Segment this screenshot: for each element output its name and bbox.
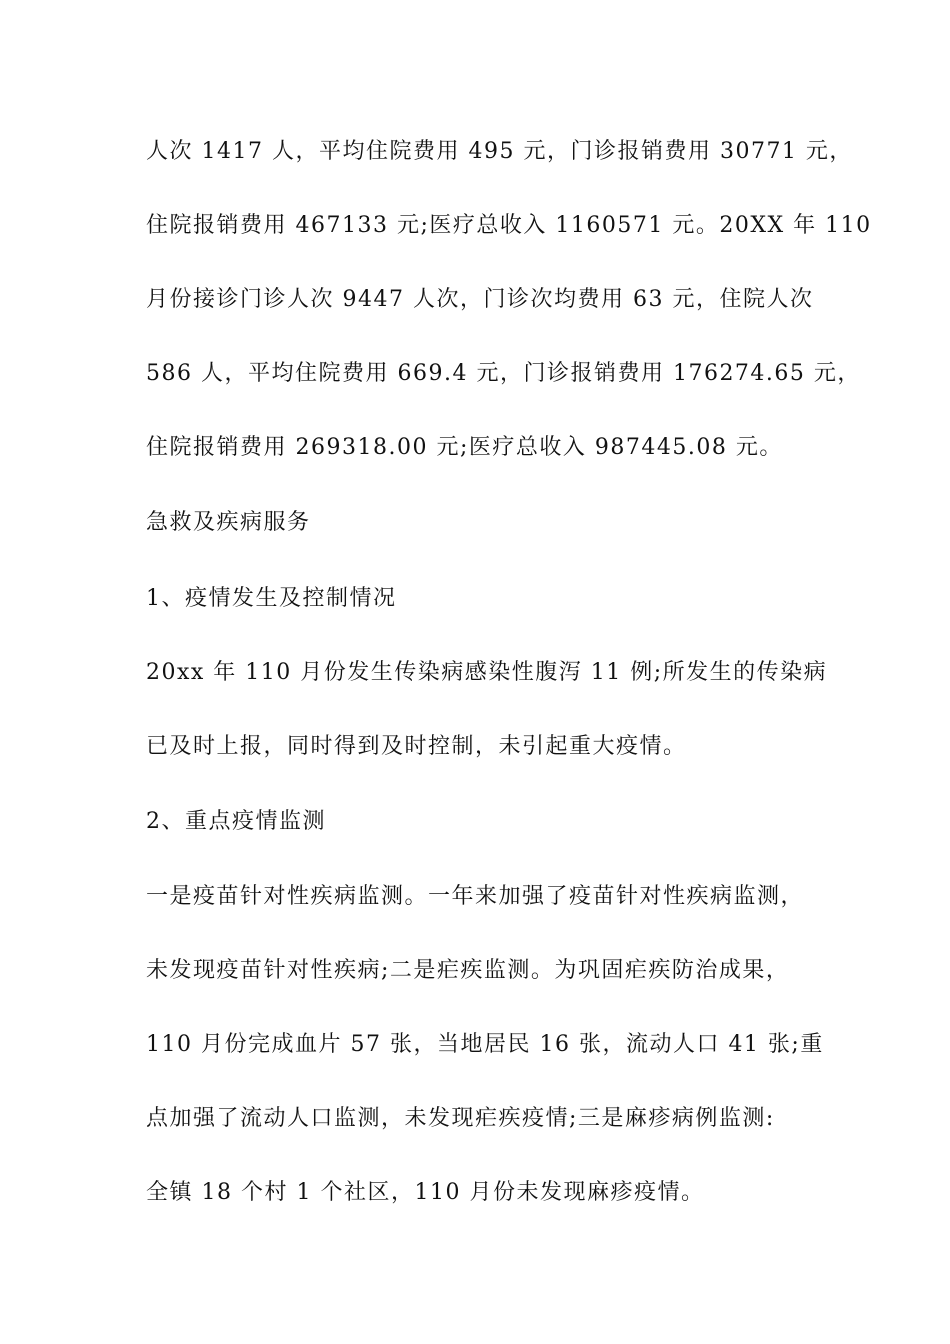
subsection-heading: 2、重点疫情监测 [146,809,326,834]
text-line: 已及时上报，同时得到及时控制，未引起重大疫情。 [146,734,687,759]
text-line: 住院报销费用 467133 元;医疗总收入 1160571 元。20XX 年 110 [146,213,872,238]
subsection-heading: 1、疫情发生及控制情况 [146,586,397,611]
text-line: 一是疫苗针对性疾病监测。一年来加强了疫苗针对性疾病监测， [146,884,805,909]
text-line: 20xx 年 110 月份发生传染病感染性腹泻 11 例;所发生的传染病 [146,660,828,685]
section-heading: 急救及疾病服务 [146,510,311,535]
text-line: 点加强了流动人口监测，未发现疟疾疫情;三是麻疹病例监测: [146,1106,775,1131]
text-line: 住院报销费用 269318.00 元;医疗总收入 987445.08 元。 [146,435,783,460]
text-line: 586 人，平均住院费用 669.4 元，门诊报销费用 176274.65 元， [146,361,861,386]
text-line: 全镇 18 个村 1 个社区，110 月份未发现麻疹疫情。 [146,1180,705,1205]
text-line: 人次 1417 人，平均住院费用 495 元，门诊报销费用 30771 元， [146,139,853,164]
text-line: 110 月份完成血片 57 张，当地居民 16 张，流动人口 41 张;重 [146,1032,824,1057]
text-line: 未发现疫苗针对性疾病;二是疟疾监测。为巩固疟疾防治成果， [146,958,790,983]
text-line: 月份接诊门诊人次 9447 人次，门诊次均费用 63 元，住院人次 [146,287,814,312]
